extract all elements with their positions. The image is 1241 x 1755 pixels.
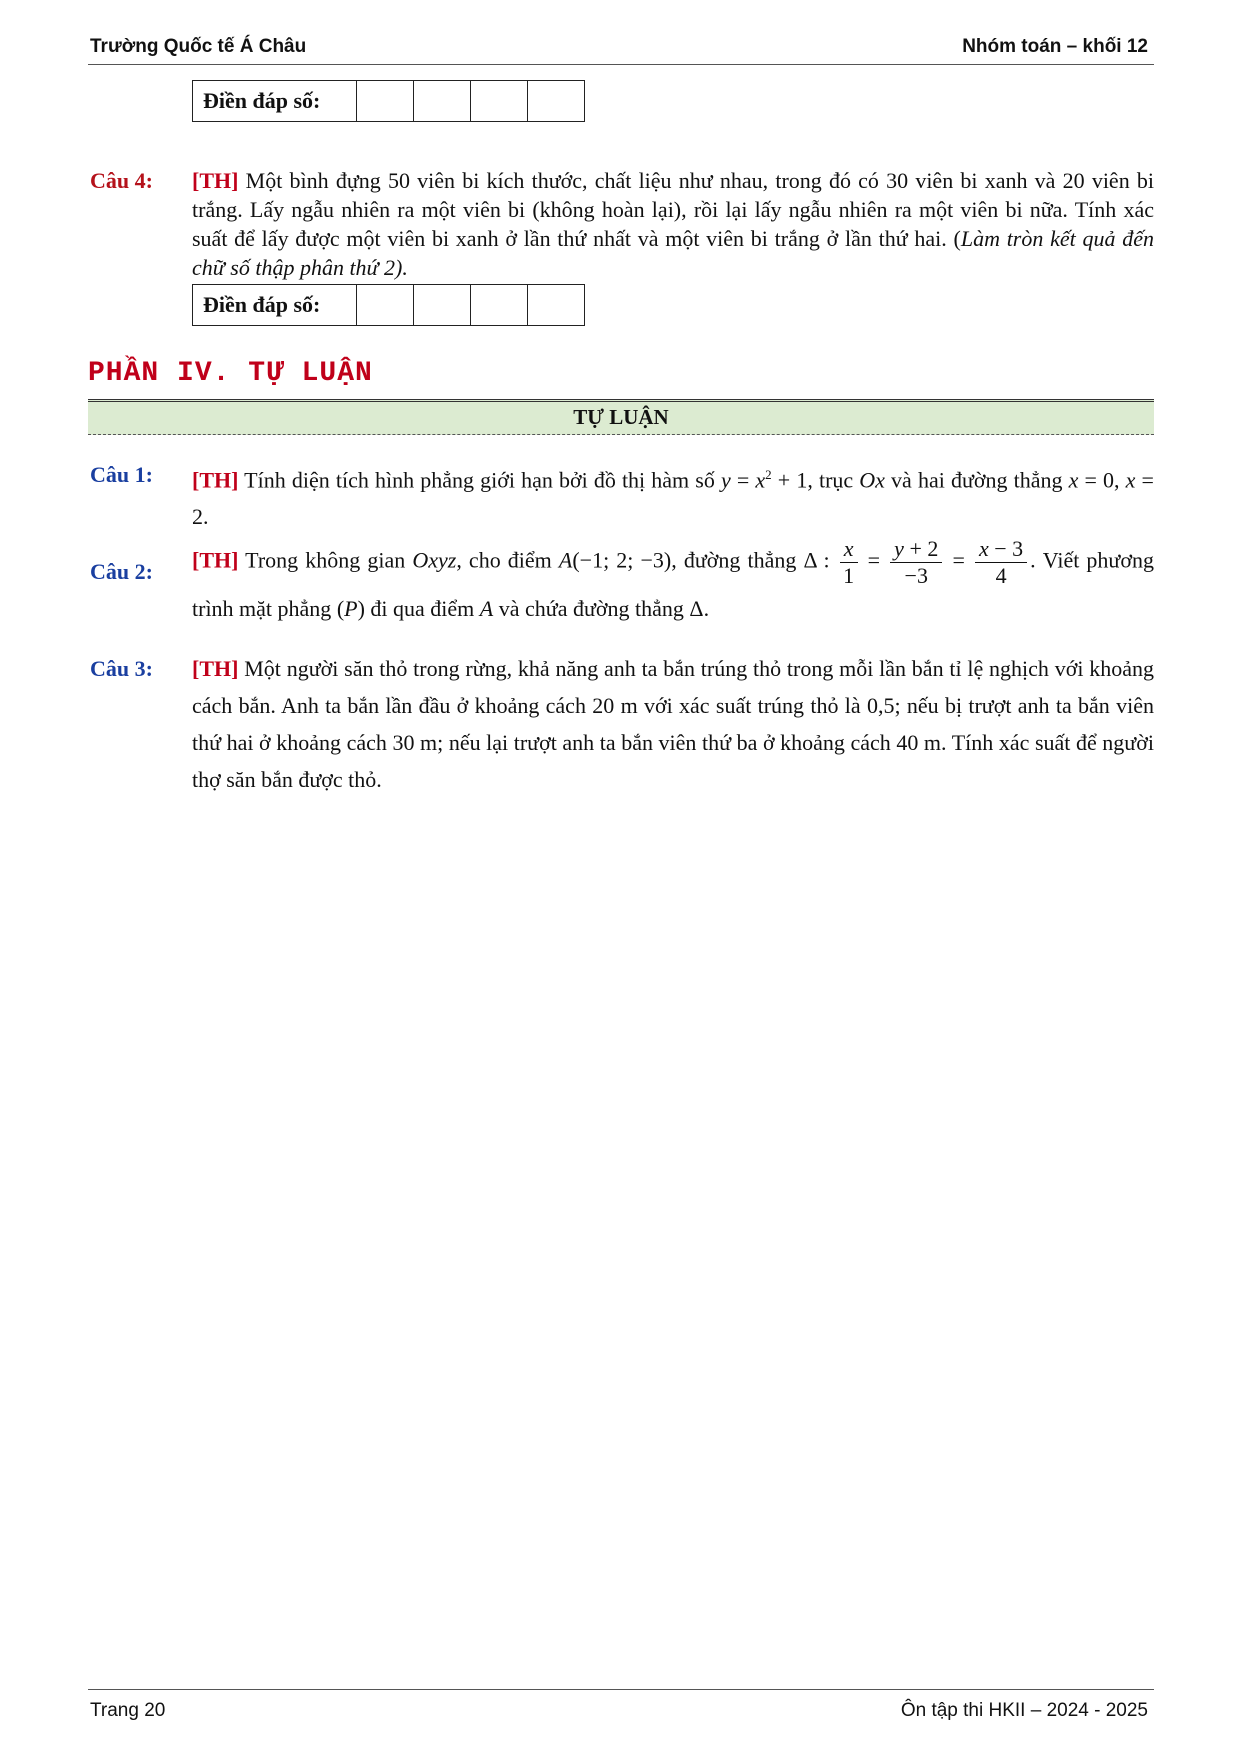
question-number: Câu 1: xyxy=(90,462,153,487)
essay-question-1: Câu 1: [TH] Tính diện tích hình phẳng giới hạn bởi đồ thị hàm số $y = x^2 + 1$, trục Ox và hai đường thẳng x = 0, x = 2. xyxy=(88,456,1154,535)
question-number: Câu 4: xyxy=(90,168,153,193)
distance-value: 20 m xyxy=(592,693,638,718)
answer-box-q3 xyxy=(192,80,585,122)
answer-cell[interactable] xyxy=(414,285,471,326)
answer-cell[interactable] xyxy=(357,285,414,326)
question-text: và chứa đường thẳng xyxy=(493,596,690,621)
question-text: ; nếu lại trượt anh ta bắn viên thứ ba ở khoảng cách xyxy=(437,730,897,755)
answer-cell[interactable] xyxy=(414,81,471,122)
formula: A xyxy=(558,547,573,573)
essay-question-3 xyxy=(88,650,1154,798)
question-text: Tính diện tích hình phẳng giới hạn bởi đồ thị hàm số xyxy=(238,467,721,493)
level-tag: [TH] xyxy=(192,656,239,681)
question-text: Một bình đựng 50 viên bi kích thước, chất liệu như nhau, trong đó có 30 viên bi xanh và 20 viên bi trắng. Lấy ngẫu nhiên ra một viên bi (không hoàn lại), rồi lại lấy ngẫu nhiên ra một viên bi nữa. Tính xác suất để lấy được một viên bi xanh ở lần thứ nhất và một viên bi trắng ở lần thứ hai. ( xyxy=(192,168,1155,251)
school-name: Trường Quốc tế Á Châu xyxy=(90,36,307,57)
section-band: TỰ LUẬN xyxy=(88,399,1154,435)
section-title: PHẦN IV. TỰ LUẬN xyxy=(88,358,373,389)
question-text: , cho điểm xyxy=(456,547,559,573)
level-tag: [TH] xyxy=(192,168,239,193)
question-text: với xác suất trúng thỏ là xyxy=(637,693,867,718)
level-tag: [TH] xyxy=(192,547,239,573)
question-text: , đường thẳng xyxy=(671,547,804,573)
question-4 xyxy=(88,166,1154,282)
question-text: . Viết phương trình mặt phẳng xyxy=(192,547,1154,621)
question-text: Một người săn thỏ trong rừng, khả năng anh ta bắn trúng thỏ trong mỗi lần bắn tỉ lệ nghịch với khoảng cách bắn. Anh ta bắn lần đầu ở khoảng cách xyxy=(192,656,1154,718)
question-text: và hai đường thẳng xyxy=(884,467,1069,493)
answer-box-q4 xyxy=(192,284,585,326)
formula: x xyxy=(1068,467,1079,493)
level-tag: [TH] xyxy=(192,467,239,493)
question-text: đi qua điểm xyxy=(364,596,480,621)
question-text: ; nếu bị trượt anh ta bắn viên thứ hai ở khoảng cách xyxy=(192,693,1154,755)
answer-cell[interactable] xyxy=(357,81,414,122)
fraction: $\frac{y + 2}{-3}$ xyxy=(890,536,942,589)
question-number: Câu 3: xyxy=(90,656,153,681)
question-text: . Tính xác suất để người thợ săn bắn được thỏ. xyxy=(192,730,1154,792)
question-text: . xyxy=(703,596,710,621)
formula: y xyxy=(720,467,731,493)
page-footer xyxy=(88,1689,1154,1721)
distance-value: 40 m xyxy=(896,730,942,755)
fraction: $\frac{x}{1}$ xyxy=(840,536,858,589)
page-number: Trang 20 xyxy=(90,1700,166,1721)
question-text: . xyxy=(203,504,209,530)
formula: Ox xyxy=(859,467,885,493)
answer-cell[interactable] xyxy=(528,81,585,122)
answer-label: Điền đáp số: xyxy=(193,285,357,326)
distance-value: 30 m xyxy=(392,730,438,755)
fraction: $\frac{x - 3}{4}$ xyxy=(975,536,1027,589)
question-text: , trục xyxy=(807,467,860,493)
group-name: Nhóm toán – khối 12 xyxy=(962,36,1148,57)
essay-question-2: Câu 2: [TH] Trong không gian Oxyz, cho điểm A(−1; 2; −3), đường thẳng Δ : $\frac{x}{1}$ = $\frac{y + 2}{-3}$ = $\frac{x - 3}{4}$ . Viết phương trình mặt phẳng (P) đi qua điểm A và chứa đường thẳng Δ. xyxy=(90,536,1154,621)
answer-cell[interactable] xyxy=(471,285,528,326)
formula: Oxyz xyxy=(412,547,457,573)
rounding-note: Làm tròn kết quả đến chữ số thập phân thứ 2). xyxy=(192,226,1154,280)
answer-cell[interactable] xyxy=(471,81,528,122)
question-number: Câu 2: xyxy=(90,559,153,584)
exam-title: Ôn tập thi HKII – 2024 - 2025 xyxy=(900,1700,1148,1721)
probability-value: 0,5 xyxy=(866,693,895,718)
page-header xyxy=(88,36,1154,65)
answer-cell[interactable] xyxy=(528,285,585,326)
question-text: Trong không gian xyxy=(238,547,413,573)
answer-label: Điền đáp số: xyxy=(193,81,357,122)
